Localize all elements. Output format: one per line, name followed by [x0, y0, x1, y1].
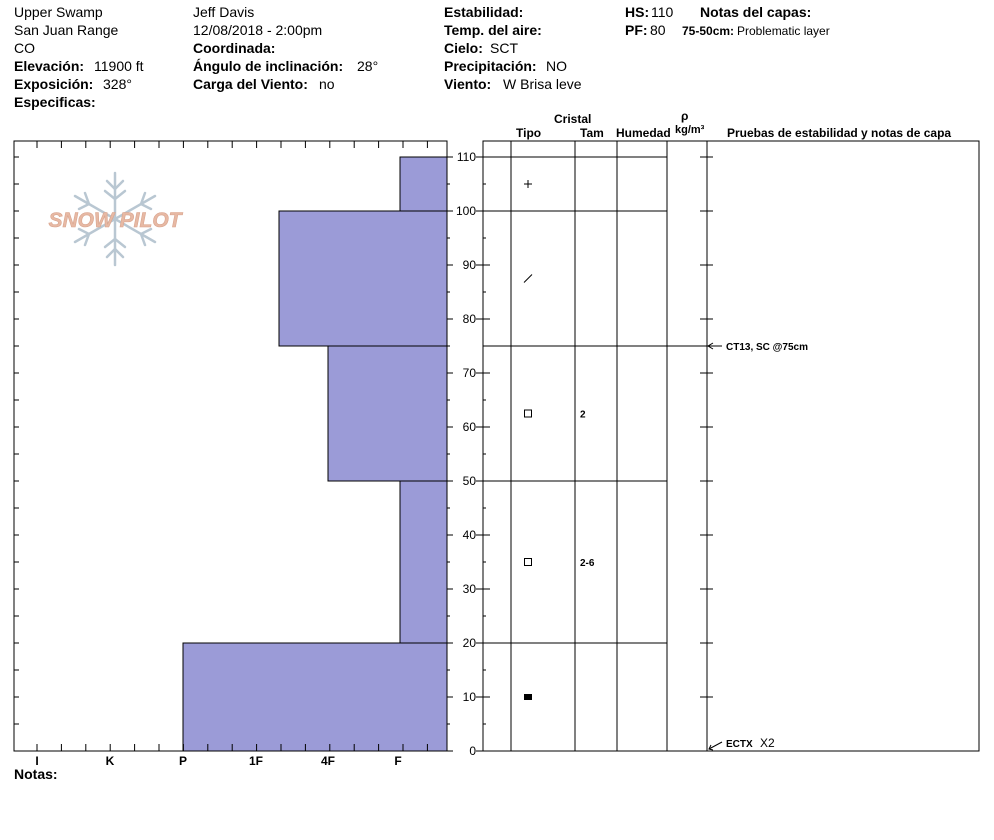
coords-label: Coordinada:	[193, 40, 276, 56]
elevation-label: Elevación:	[14, 58, 85, 74]
pf-value: 80	[650, 22, 666, 38]
hardness-bar	[400, 481, 447, 643]
datetime: 12/08/2018 - 2:00pm	[193, 22, 323, 38]
type-header: Tipo	[516, 126, 542, 140]
density-unit-header: kg/m³	[675, 124, 705, 136]
test-extra: X2	[760, 736, 775, 750]
depth-tick-label: 90	[462, 258, 476, 272]
layer-note-text: Problematic layer	[737, 24, 830, 38]
windload-value: no	[319, 76, 335, 92]
stability-tests	[707, 342, 808, 750]
hardness-tick-label: 4F	[320, 754, 336, 768]
grain-symbol	[525, 559, 532, 566]
hardness-bar	[279, 211, 447, 346]
hardness-tick-label: K	[105, 754, 115, 768]
depth-tick-label: 40	[462, 528, 476, 542]
test-label: CT13, SC @75cm	[726, 342, 809, 353]
depth-tick-label: 60	[462, 420, 476, 434]
hardness-bar	[400, 157, 447, 211]
hs-value: 110	[651, 4, 674, 20]
hardness-tick-label: F	[394, 754, 402, 768]
hardness-tick-label: 1F	[248, 754, 264, 768]
depth-tick-label: 70	[462, 366, 476, 380]
hardness-tick-label: P	[178, 754, 188, 768]
precip-value: NO	[546, 58, 567, 74]
layer-rows	[483, 157, 713, 751]
depth-tick-label: 80	[462, 312, 476, 326]
observer: Jeff Davis	[193, 4, 255, 20]
tests-header: Pruebas de estabilidad y notas de capa	[727, 126, 952, 140]
sky-label: Cielo:	[444, 40, 483, 56]
hardness-bars	[183, 157, 447, 751]
depth-tick-label: 10	[462, 690, 476, 704]
precip-label: Precipitación:	[444, 58, 537, 74]
specifics-label: Especificas:	[14, 94, 96, 110]
slope-label: Ángulo de inclinación:	[193, 58, 344, 74]
layer-notes-label: Notas del capas:	[700, 4, 812, 20]
size-header: Tam	[580, 126, 604, 140]
grain-symbol	[524, 694, 532, 700]
test-label: ECTX	[726, 739, 753, 750]
location: Upper Swamp	[14, 4, 103, 20]
depth-tick-label: 50	[462, 474, 476, 488]
depth-tick-label: 20	[462, 636, 476, 650]
grain-symbol	[525, 410, 532, 417]
depth-tick-label: 0	[469, 744, 476, 758]
hardness-axis	[35, 754, 401, 768]
grain-size: 2-6	[580, 558, 595, 569]
grain-size: 2	[580, 409, 586, 421]
range: San Juan Range	[14, 22, 119, 38]
layer-note-range: 75-50cm:	[682, 24, 735, 38]
pf-label: PF:	[625, 22, 648, 38]
notes-label: Notas:	[14, 766, 58, 782]
moisture-header: Humedad	[616, 126, 671, 140]
windload-label: Carga del Viento:	[193, 76, 308, 92]
state: CO	[14, 40, 35, 56]
grain-symbol	[524, 275, 532, 283]
slope-value: 28°	[357, 58, 379, 74]
depth-tick-label: 110	[456, 150, 476, 164]
wind-label: Viento:	[444, 76, 492, 92]
crystal-table-frame	[483, 141, 979, 751]
elevation-value: 11900 ft	[94, 58, 144, 74]
stability-label: Estabilidad:	[444, 4, 524, 20]
snowpilot-logo: SNOW PILOT	[48, 209, 182, 232]
airtemp-label: Temp. del aire:	[444, 22, 542, 38]
depth-tick-label: 30	[462, 582, 476, 596]
aspect-value: 328°	[103, 76, 132, 92]
rho-header: ρ	[681, 109, 689, 123]
hardness-bar	[328, 346, 447, 481]
aspect-label: Exposición:	[14, 76, 94, 92]
depth-tick-label: 100	[455, 204, 476, 218]
hardness-tick-label: I	[35, 754, 39, 768]
wind-value: W Brisa leve	[503, 76, 582, 92]
hardness-bar	[183, 643, 447, 751]
sky-value: SCT	[490, 40, 518, 56]
depth-axis	[447, 150, 490, 758]
hs-label: HS:	[625, 4, 650, 20]
crystal-header: Cristal	[554, 112, 592, 126]
